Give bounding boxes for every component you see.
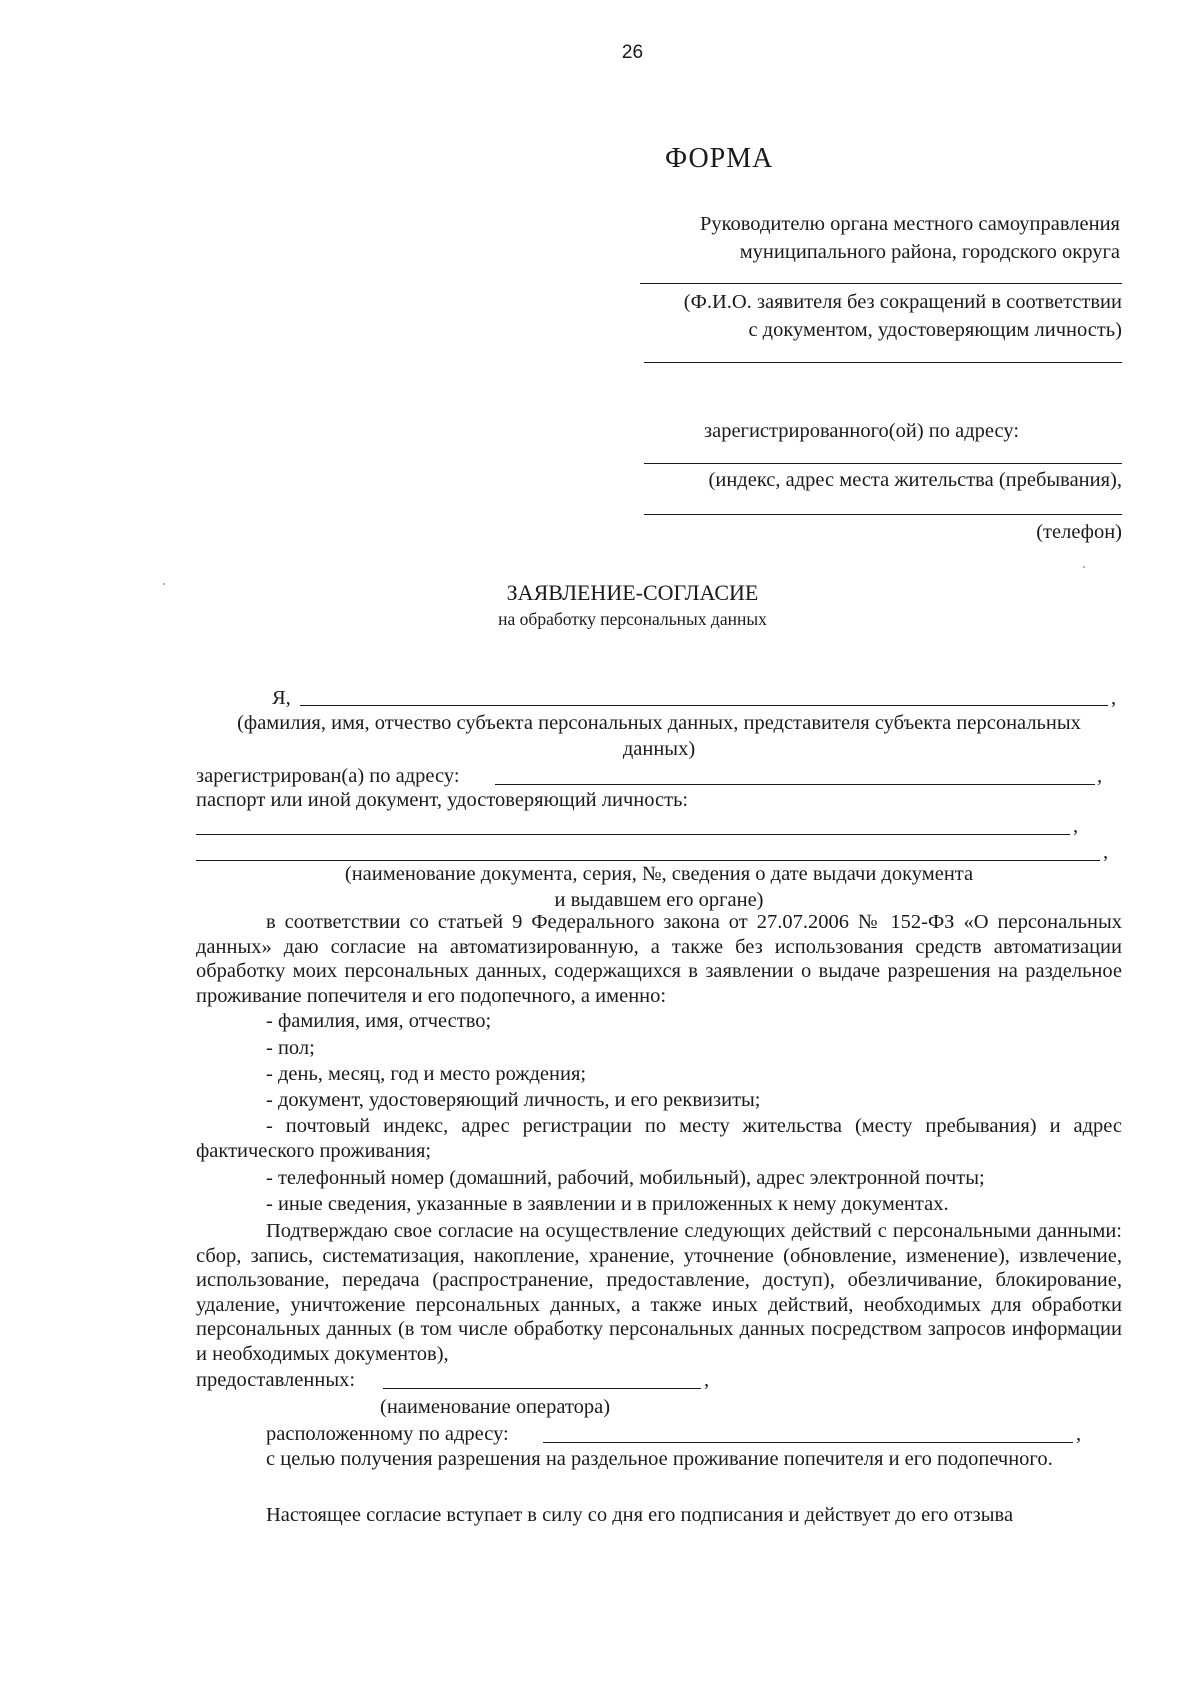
applicant-extra-field[interactable] xyxy=(644,362,1122,363)
subject-passport-comma-2: , xyxy=(1103,841,1109,863)
form-title: ФОРМА xyxy=(665,143,774,174)
subject-passport-comma-1: , xyxy=(1073,815,1079,837)
scan-speck xyxy=(1083,566,1085,568)
operator-address-comma: , xyxy=(1076,1423,1082,1445)
data-item-2: - пол; xyxy=(266,1037,315,1059)
data-item-other: - иные сведения, указанные в заявлении и в приложенных к нему документах. xyxy=(266,1193,949,1215)
subject-caption-line-1: (фамилия, имя, отчество субъекта персональных данных, представителя субъекта персональных xyxy=(237,712,1081,734)
applicant-address-field[interactable] xyxy=(644,463,1122,464)
subject-document-caption xyxy=(196,861,1122,913)
applicant-name-field[interactable] xyxy=(640,283,1122,284)
document-subtitle: на обработку персональных данных xyxy=(498,609,767,629)
purpose-paragraph: с целью получения разрешения на раздельное проживание попечителя и его подопечного. xyxy=(266,1448,1053,1470)
document-caption-line-2: и выдавшем его органе) xyxy=(554,889,764,911)
subject-name-caption xyxy=(196,710,1122,762)
subject-name-comma: , xyxy=(1111,687,1117,709)
operator-comma: , xyxy=(704,1369,710,1391)
applicant-phone-field[interactable] xyxy=(644,514,1122,515)
document-title: ЗАЯВЛЕНИЕ-СОГЛАСИЕ xyxy=(506,580,759,605)
data-item-address: - почтовый индекс, адрес регистрации по месту жительства (месту пребывания) и адрес фактического проживания; xyxy=(196,1115,1122,1162)
data-item-phone: - телефонный номер (домашний, рабочий, мобильный), адрес электронной почты; xyxy=(266,1167,985,1189)
addressee-line-1: Руководителю органа местного самоуправления xyxy=(699,213,1120,235)
validity-paragraph: Настоящее согласие вступает в силу со дня его подписания и действует до его отзыва xyxy=(266,1504,1014,1526)
subject-address-field[interactable] xyxy=(495,784,1095,785)
subject-registered-label: зарегистрирован(а) по адресу: xyxy=(196,765,460,787)
applicant-phone-caption: (телефон) xyxy=(1036,521,1122,543)
actions-paragraph: Подтверждаю свое согласие на осуществление следующих действий с персональными данными: сбор, запись, систематизация, накопление, хранение, уточнение (обновление, изменение), извлечение, использование, передача (распространение, предоставление, доступ), обезличивание, блокирование, удаление, уничтожение персональных данных, а также иных действий, необходимых для обработки персональных данных (в том числе обработку персональных данных посредством запросов информации и необходимых документов), xyxy=(196,1220,1122,1365)
operator-caption: (наименование оператора) xyxy=(380,1396,611,1418)
applicant-name-caption xyxy=(600,288,1122,344)
applicant-caption-line-2: с документом, удостоверяющим личность) xyxy=(748,319,1122,341)
provided-label: предоставленных: xyxy=(196,1369,356,1391)
scan-speck xyxy=(163,583,165,585)
subject-passport-field-1[interactable] xyxy=(196,834,1070,835)
operator-address-field[interactable] xyxy=(543,1442,1073,1443)
subject-caption-line-2: данных) xyxy=(622,738,696,760)
located-label: расположенному по адресу: xyxy=(266,1423,509,1445)
addressee-block xyxy=(600,210,1120,266)
subject-passport-label: паспорт или иной документ, удостоверяющий личность: xyxy=(196,789,689,811)
data-item-4: - документ, удостоверяющий личность, и его реквизиты; xyxy=(266,1089,761,1111)
subject-ya-label: Я, xyxy=(272,687,291,709)
subject-address-comma: , xyxy=(1097,765,1103,787)
applicant-caption-line-1: (Ф.И.О. заявителя без сокращений в соответствии xyxy=(683,291,1122,313)
consent-paragraph: в соответствии со статьей 9 Федерального закона от 27.07.2006 № 152-ФЗ «О персональных данных» даю согласие на автоматизированную, а также без использования средств автоматизации обработку моих персональных данных, содержащихся в заявлении о выдаче разрешения на раздельное проживание попечителя и его подопечного, а именно: xyxy=(196,911,1122,1007)
data-item-3: - день, месяц, год и место рождения; xyxy=(266,1063,587,1085)
subject-name-field[interactable] xyxy=(300,705,1108,706)
operator-field[interactable] xyxy=(383,1388,701,1389)
applicant-address-caption: (индекс, адрес места жительства (пребывания), xyxy=(708,469,1122,491)
applicant-registered-label: зарегистрированного(ой) по адресу: xyxy=(704,420,1020,442)
addressee-line-2: муниципального района, городского округа xyxy=(739,241,1120,263)
data-item-1: - фамилия, имя, отчество; xyxy=(266,1010,492,1032)
page-number: 26 xyxy=(621,42,644,63)
document-caption-line-1: (наименование документа, серия, №, сведения о дате выдачи документа xyxy=(344,863,974,885)
